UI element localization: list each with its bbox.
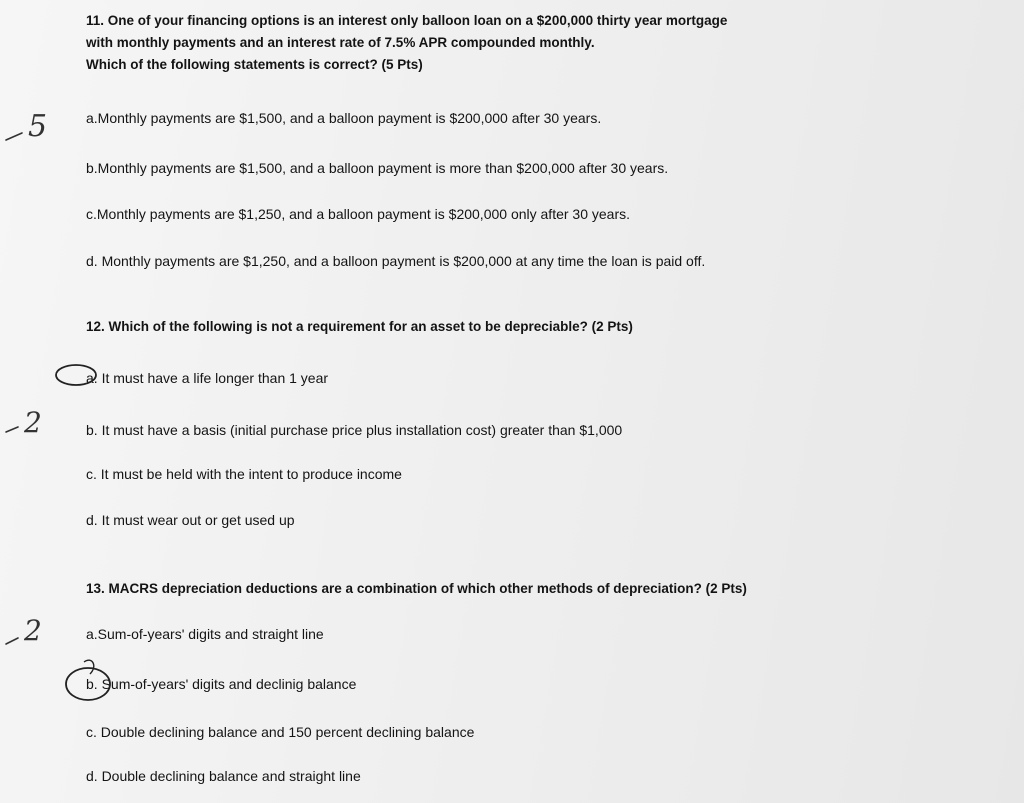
grade-mark-text: 2 xyxy=(24,614,42,647)
question-11-option-d: d. Monthly payments are $1,250, and a balloon payment is $200,000 at any time the loan is paid off. xyxy=(86,253,706,269)
question-11-option-c: c.Monthly payments are $1,250, and a balloon payment is $200,000 only after 30 years. xyxy=(86,206,631,222)
question-13-option-b: b. Sum-of-years' digits and declinig balance xyxy=(86,676,357,692)
circle-mark-question-12-a xyxy=(52,360,102,390)
question-12-stem: 12. Which of the following is not a requirement for an asset to be depreciable? (2 Pts) xyxy=(86,319,633,334)
question-13-stem: 13. MACRS depreciation deductions are a combination of which other methods of depreciation? (2 Pts) xyxy=(86,581,747,596)
question-13-option-a: a.Sum-of-years' digits and straight line xyxy=(86,626,324,642)
question-11-line-2: with monthly payments and an interest rate of 7.5% APR compounded monthly. xyxy=(86,35,595,50)
question-12-option-c: c. It must be held with the intent to produce income xyxy=(86,466,402,482)
grade-mark-question-12 xyxy=(2,402,62,452)
question-12-option-a: a. It must have a life longer than 1 year xyxy=(86,370,329,386)
question-11-stem xyxy=(86,10,926,76)
circle-mark-question-13-b xyxy=(62,652,118,704)
grade-mark-text: 5 xyxy=(28,109,48,144)
question-11-line-3: Which of the following statements is correct? (5 Pts) xyxy=(86,57,423,72)
question-12-option-b: b. It must have a basis (initial purchase price plus installation cost) greater than $1,000 xyxy=(86,422,623,438)
question-11-option-b: b.Monthly payments are $1,500, and a balloon payment is more than $200,000 after 30 years. xyxy=(86,160,669,176)
question-11-option-a: a.Monthly payments are $1,500, and a balloon payment is $200,000 after 30 years. xyxy=(86,110,602,126)
question-13-option-d: d. Double declining balance and straight line xyxy=(86,768,361,784)
question-12-option-d: d. It must wear out or get used up xyxy=(86,512,295,528)
grade-mark-question-13 xyxy=(2,608,62,662)
grade-mark-question-11 xyxy=(2,100,62,160)
grade-mark-text: 2 xyxy=(24,406,42,439)
question-11-line-1: 11. One of your financing options is an interest only balloon loan on a $200,000 thirty year mortgage xyxy=(86,13,728,28)
question-13-option-c: c. Double declining balance and 150 percent declining balance xyxy=(86,724,475,740)
